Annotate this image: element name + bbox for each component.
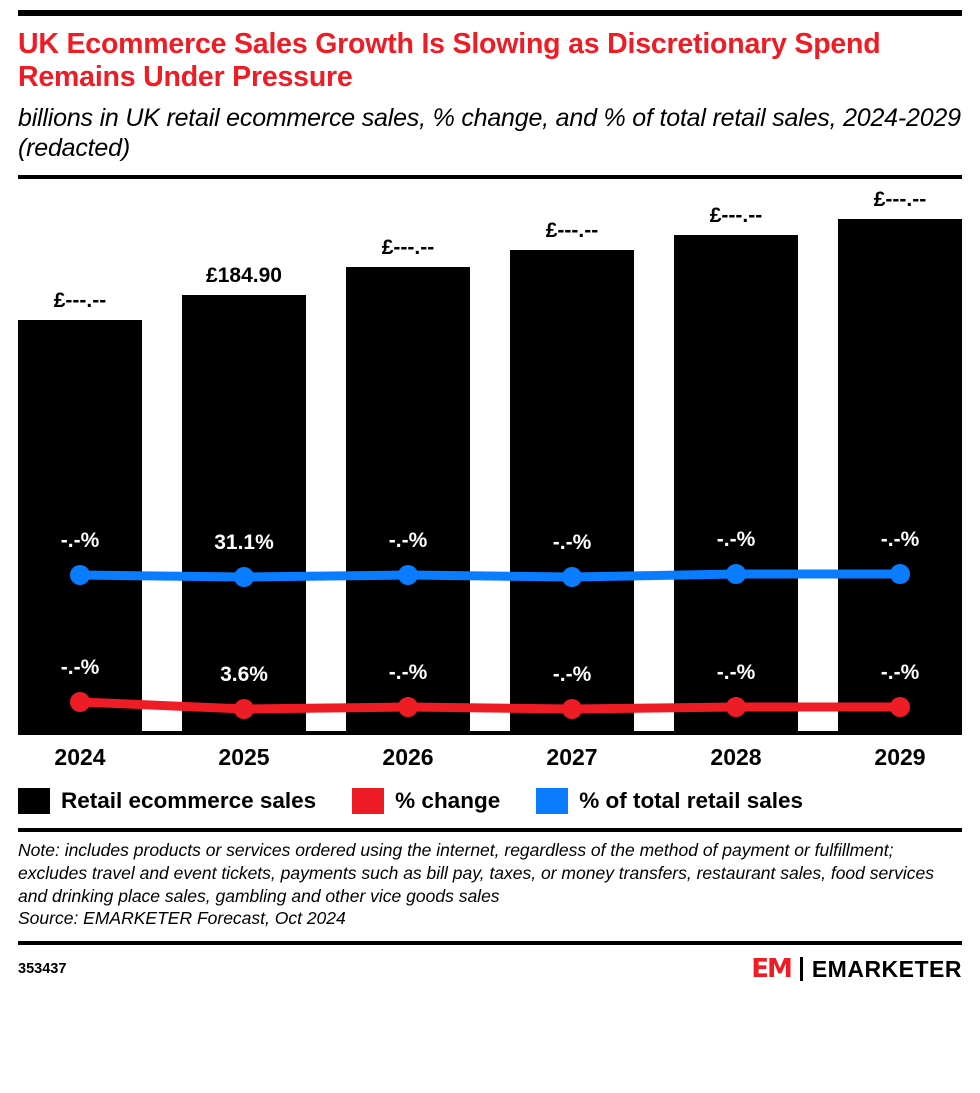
chart-id: 353437 xyxy=(18,961,67,978)
footer xyxy=(18,954,962,984)
note-divider xyxy=(18,828,962,832)
x-axis-tick-label: 2025 xyxy=(218,744,270,771)
page-subtitle: billions in UK retail ecommerce sales, % change, and % of total retail sales, 2024-2029 (redacted) xyxy=(18,104,961,163)
legend-item xyxy=(536,788,803,814)
legend-label: % change xyxy=(395,788,501,814)
bar-column xyxy=(18,179,142,735)
legend-swatch-icon xyxy=(18,788,50,814)
bar-column xyxy=(182,179,306,735)
brand-lockup xyxy=(751,954,962,984)
legend-swatch-icon xyxy=(536,788,568,814)
bar-value-label: £---.-- xyxy=(53,289,107,313)
line-point-label: -.-% xyxy=(388,529,428,553)
x-axis-ticks xyxy=(18,744,962,771)
bar xyxy=(838,219,962,735)
x-axis-tick-label: 2026 xyxy=(382,744,434,771)
footer-divider xyxy=(18,941,962,945)
legend-item xyxy=(352,788,500,814)
line-point-label: -.-% xyxy=(552,531,592,555)
x-axis-tick-label: 2027 xyxy=(546,744,598,771)
bar xyxy=(674,235,798,735)
x-axis-line xyxy=(18,731,962,735)
bar-value-label: £---.-- xyxy=(381,236,435,260)
x-axis-tick-label: 2029 xyxy=(874,744,926,771)
brand-name: EMARKETER xyxy=(811,955,962,982)
bar-value-label: £---.-- xyxy=(873,188,927,212)
bar-value-label: £184.90 xyxy=(206,264,282,288)
bar-value-label: £---.-- xyxy=(545,219,599,243)
legend-label: % of total retail sales xyxy=(579,788,804,814)
chart-note: Note: includes products or services ordered using the internet, regardless of the method of payment or fulfillment; excludes travel and event tickets, payments such as bill pay, taxes, or money transfers, restaurant sales, food services and drinking place sales, gambling and other vice goods sales xyxy=(18,840,934,906)
bar-value-label: £---.-- xyxy=(709,204,763,228)
legend-label: Retail ecommerce sales xyxy=(61,788,317,814)
bar-group xyxy=(18,179,962,735)
line-point-label: 3.6% xyxy=(220,663,268,687)
legend-swatch-icon xyxy=(352,788,384,814)
line-point-label: -.-% xyxy=(880,661,920,685)
bar-column xyxy=(346,179,470,735)
chart-source: Source: EMARKETER Forecast, Oct 2024 xyxy=(18,908,346,929)
top-divider xyxy=(18,10,962,16)
line-point-label: -.-% xyxy=(60,656,100,680)
line-point-label: -.-% xyxy=(388,661,428,685)
bar-column xyxy=(674,179,798,735)
line-point-label: 31.1% xyxy=(214,531,274,555)
line-point-label: -.-% xyxy=(880,528,920,552)
line-point-label: -.-% xyxy=(552,663,592,687)
bar-column xyxy=(838,179,962,735)
x-axis-tick-label: 2024 xyxy=(54,744,106,771)
line-point-label: -.-% xyxy=(60,529,100,553)
legend-item xyxy=(18,788,316,814)
line-point-label: -.-% xyxy=(716,661,756,685)
brand-divider xyxy=(800,957,803,981)
page-title: UK Ecommerce Sales Growth Is Slowing as Discretionary Spend Remains Under Pressure xyxy=(18,28,881,94)
plot-area xyxy=(18,179,962,735)
chart-legend xyxy=(18,788,962,814)
x-axis-tick-label: 2028 xyxy=(710,744,762,771)
chart-area xyxy=(18,179,962,735)
infographic-page xyxy=(0,10,980,1093)
bar-column xyxy=(510,179,634,735)
line-point-label: -.-% xyxy=(716,528,756,552)
emarketer-logo-icon: EM xyxy=(751,954,791,985)
